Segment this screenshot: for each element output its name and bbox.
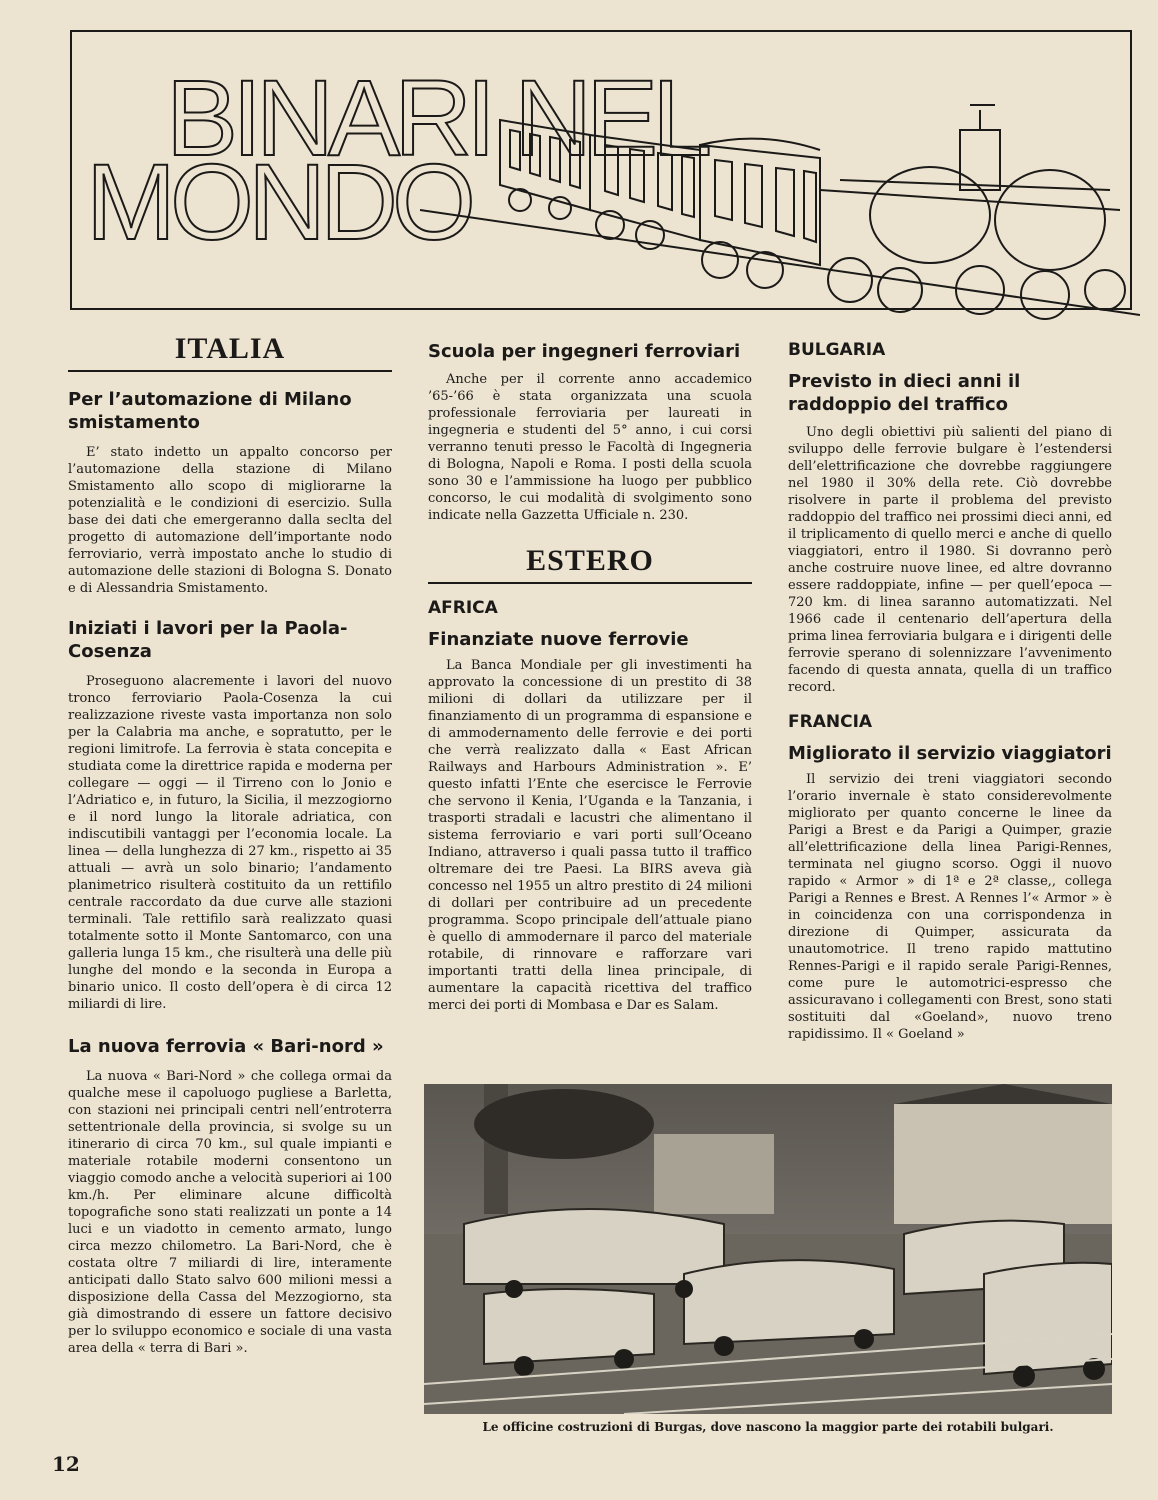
- article-body: La Banca Mondiale per gli investimenti ha approvato la concessione di un prestito di 38 milioni di dollari da utilizzare per il finanziamento di un programma di espansione e di ammodernamento delle ferrovie e dei porti che verrà realizzato dalla « East African Railways and Harbours Administration ». E’ questo infatti l’Ente che esercisce le Ferrovie che servono il Kenia, l’Uganda e la Tanzania, i trasporti stradali e lacustri che alimentano il sistema ferroviario e vari porti sull’Oceano Indiano, attraverso i quali passa tutto il traffico oltremare dei tre Paesi. La BIRS aveva già concesso nel 1955 un altro prestito di 24 milioni di dollari per contribuire ad un precedente programma. Scopo principale dell’attuale piano è quello di ammodernare il parco del materiale rotabile, di rinnovare e rafforzare vari importanti tratti della linea principale, di aumentare la capacità ricettiva del traffico merci dei porti di Mombasa e Dar es Salam.: [428, 658, 752, 1013]
- masthead-title-line2: MONDO: [86, 141, 470, 262]
- section-title-italia: ITALIA: [174, 332, 286, 365]
- article-heading: Migliorato il servizio viaggiatori: [788, 743, 1112, 764]
- region-label: AFRICA: [428, 598, 498, 618]
- article-heading: Per l’automazione di Milano smistamento: [68, 389, 352, 433]
- article-body: E’ stato indetto un appalto concorso per l’automazione della stazione di Milano Smistamento allo scopo di migliorarne la potenzialità e le condizioni di esercizio. Sulla base dei dati che emergeranno dalla seclta del progetto di automazione dell’importante nodo ferroviario, verrà impostato anche lo studio di automazione delle stazioni di Bologna S. Donato e di Alessandria Smistamento.: [68, 445, 392, 596]
- column-estero: [428, 340, 752, 1014]
- masthead-title-line1: BINARI NEL: [166, 57, 707, 178]
- article-heading: Iniziati i lavori per la Paola-Cosenza: [68, 618, 348, 662]
- article-heading: Finanziate nuove ferrovie: [428, 629, 689, 650]
- page-number: 12: [52, 1452, 80, 1476]
- photo-caption: Le officine costruzioni di Burgas, dove nascono la maggior parte dei rotabili bulgari.: [482, 1420, 1054, 1434]
- article-body: Anche per il corrente anno accademico ’65-’66 è stata organizzata una scuola professionale ferroviaria per laureati in ingegneria e studenti del 5° anno, i cui corsi verranno tenuti presso le Facoltà di Ingegneria di Bologna, Napoli e Roma. I posti della scuola sono 30 e l’ammissione ha luogo per pubblico concorso, le cui modalità di svolgimento sono indicate nella Gazzetta Ufficiale n. 230.: [428, 372, 752, 523]
- article-body: Il servizio dei treni viaggiatori secondo l’orario invernale è stato considerevolmente migliorato per quanto concerne le linee da Parigi a Brest e da Parigi a Quimper, grazie all’elettrificazione della linea Parigi-Rennes, terminata nel giugno scorso. Oggi il nuovo rapido « Armor » di 1ª e 2ª classe,, collega Parigi a Rennes e Brest. A Rennes l’« Armor » è in coincidenza con una corrispondenza in direzione di Quimper, assicurata da unautomotrice. Il treno rapido mattutino Rennes-Parigi e il rapido serale Parigi-Rennes, come pure le automotrici-espresso che assicuravano i collegamenti con Brest, sono stati sostituiti dal «Goeland», nuovo treno rapidissimo. Il « Goeland »: [788, 772, 1112, 1042]
- article-body: La nuova « Bari-Nord » che collega ormai da qualche mese il capoluogo pugliese a Barletta, con stazioni nei principali centri nell’entroterra settentrionale della provincia, si svolge su un itinerario di circa 70 km., sul quale impianti e materiale rotabile moderni consentono un viaggio comodo anche a velocità superiori ai 100 km./h. Per eliminare alcune difficoltà topografiche sono stati realizzati un ponte a 14 luci e un viadotto in cemento armato, lungo circa mezzo chilometro. La Bari-Nord, che è costata oltre 7 miliardi di lire, interamente anticipati dallo Stato salvo 600 milioni messi a disposizione della Cassa del Mezzogiorno, sta già dimostrando di essere un fattore decisivo per lo sviluppo economico e sociale di una vasta area della « terra di Bari ».: [68, 1069, 392, 1356]
- column-bulgaria-francia: [788, 340, 1112, 1043]
- article-heading: Scuola per ingegneri ferroviari: [428, 341, 741, 362]
- region-label: BULGARIA: [788, 340, 886, 360]
- article-body: Uno degli obiettivi più salienti del piano di sviluppo delle ferrovie bulgare è l’estendersi dell’elettrificazione che dovrebbe raggiungere nel 1980 il 30% della rete. Ciò dovrebbe risolvere in parte il problema del previsto raddoppio del traffico nei prossimi dieci anni, ed il triplicamento di quello merci e anche di quello viaggiatori, entro il 1980. Si dovranno però anche costruire nuove linee, ed altre dovranno essere raddoppiate, infine — per quell’epoca — 720 km. di linea saranno automatizzati. Nel 1966 cade il centenario dell’apertura della prima linea ferroviaria bulgara e i dirigenti delle ferrovie sperano di solennizzare l’avvenimento facendo di questa annata, quella di un traffico record.: [788, 425, 1112, 695]
- section-title-estero: ESTERO: [526, 544, 654, 577]
- region-label: FRANCIA: [788, 712, 873, 732]
- burgas-workshop-photo: [424, 1084, 1112, 1414]
- article-heading: Previsto in dieci anni il raddoppio del traffico: [788, 371, 1021, 415]
- column-italia: [68, 332, 392, 1357]
- article-heading: La nuova ferrovia « Bari-nord »: [68, 1036, 384, 1057]
- vintage-train-illustration: [420, 90, 1140, 320]
- article-body: Proseguono alacremente i lavori del nuovo tronco ferroviario Paola-Cosenza la cui realizzazione riveste vasta importanza non solo per la Calabria ma anche, e sopratutto, per le regioni limitrofe. La ferrovia è stata concepita e studiata come la direttrice rapida e moderna per collegare — oggi — il Tirreno con lo Jonio e l’Adriatico e, in futuro, la Sicilia, il mezzogiorno e il nord lungo la litorale adriatica, con indiscutibili vantaggi per l’economia locale. La linea — della lunghezza di 27 km., rispetto ai 35 attuali — avrà un solo binario; l’andamento planimetrico risulterà costituito da un rettifilo centrale raccordato da due curve alle stazioni terminali. Tale rettifilo sarà realizzato quasi totalmente sotto il Monte Santomarco, con una galleria lunga 15 km., che risulterà una delle più lunghe del mondo e la seconda in Europa a binario unico. Il costo dell’opera è di circa 12 miliardi di lire.: [68, 674, 392, 1012]
